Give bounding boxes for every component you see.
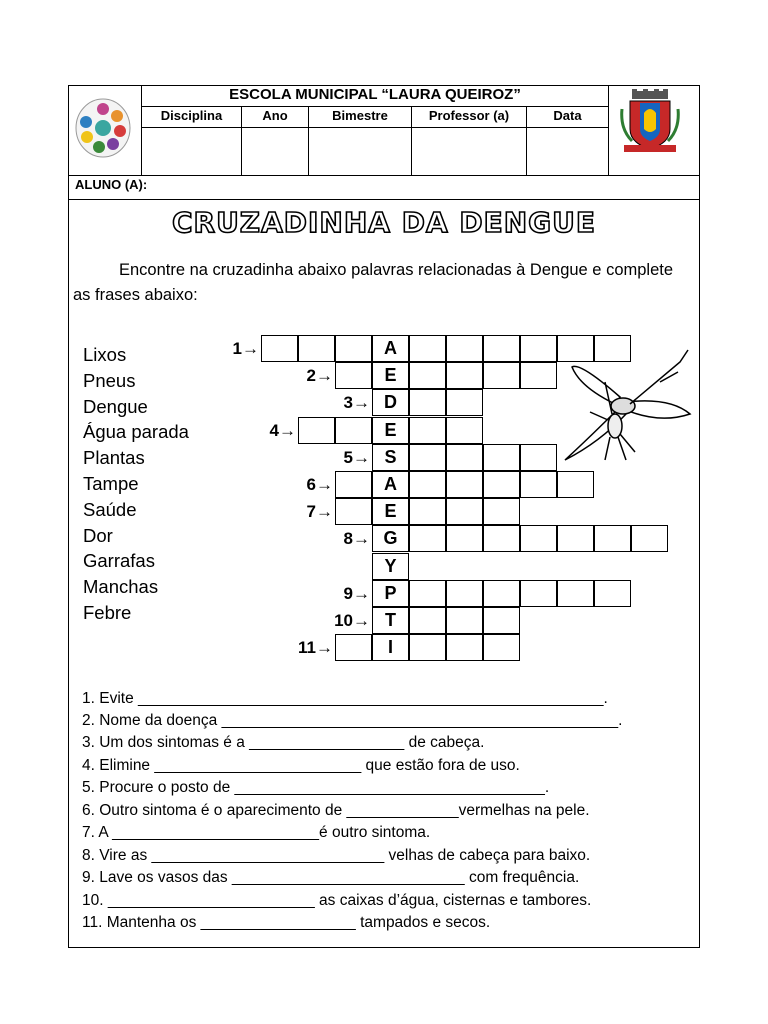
word-bank-item: Pneus [83, 369, 136, 391]
question-item: 3. Um dos sintomas é a __________________ de cabeça. [82, 734, 485, 751]
crossword-cell[interactable] [483, 471, 520, 498]
crossword-cell[interactable] [409, 471, 446, 498]
question-item: 11. Mantenha os __________________ tampados e secos. [82, 914, 491, 931]
crossword-clue-number: 7→ [306, 502, 333, 522]
crossword-cell[interactable] [557, 525, 594, 552]
question-item: 7. A ________________________é outro sintoma. [82, 824, 431, 841]
question-item: 6. Outro sintoma é o aparecimento de _____________vermelhas na pele. [82, 802, 590, 819]
crossword-clue-number: 10→ [334, 611, 370, 630]
crossword-cell[interactable] [520, 525, 557, 552]
crossword-cell[interactable] [446, 444, 483, 471]
crossword-cell[interactable] [409, 444, 446, 471]
crossword-cell[interactable] [446, 389, 483, 416]
question-item: 10. ________________________ as caixas d’água, cisternas e tambores. [82, 892, 592, 909]
word-bank-item: Dor [83, 524, 113, 546]
crossword-cell[interactable] [483, 498, 520, 525]
crossword-key-letter: E [384, 501, 397, 522]
crossword-clue-number: 8→ [343, 529, 370, 549]
crossword-cell[interactable] [409, 525, 446, 552]
crossword-cell[interactable] [483, 580, 520, 607]
word-bank-item: Saúde [83, 498, 137, 520]
column-data: Data [553, 108, 582, 123]
crossword-cell[interactable] [483, 525, 520, 552]
word-bank-item: Plantas [83, 447, 145, 469]
word-bank-item: Dengue [83, 395, 148, 417]
crossword-cell[interactable] [483, 335, 520, 362]
mosquito-illustration-icon [560, 342, 695, 467]
crossword-cell[interactable] [409, 607, 446, 634]
crossword-key-letter: G [383, 528, 398, 549]
crossword-clue-number: 2→ [306, 366, 333, 386]
school-name: ESCOLA MUNICIPAL “LAURA QUEIROZ” [229, 86, 521, 103]
crossword-cell[interactable] [446, 607, 483, 634]
question-item: 1. Evite ______________________________________________________. [82, 690, 608, 707]
crossword-key-letter: A [384, 338, 397, 358]
crossword-cell[interactable] [594, 525, 631, 552]
crossword-clue-number: 11→ [298, 638, 333, 658]
crossword-key-letter: E [384, 365, 397, 386]
crossword-clue-number: 1→ [232, 339, 259, 358]
word-bank-item: Água parada [83, 421, 189, 443]
crossword-cell[interactable] [335, 471, 372, 498]
question-item: 9. Lave os vasos das ___________________________ com frequência. [82, 869, 580, 886]
crossword-cell[interactable] [520, 362, 557, 389]
crossword-cell[interactable] [557, 580, 594, 607]
crossword-cell[interactable] [446, 498, 483, 525]
crossword-cell[interactable] [594, 580, 631, 607]
crossword-key-letter: S [384, 446, 397, 467]
crossword-cell[interactable] [520, 580, 557, 607]
crossword-cell[interactable] [409, 580, 446, 607]
crossword-key-letter: D [384, 392, 397, 413]
crossword-cell[interactable] [409, 335, 446, 362]
word-bank-item: Febre [83, 601, 132, 623]
word-bank-item: Lixos [83, 344, 127, 365]
column-disciplina: Disciplina [160, 108, 223, 123]
crossword-cell[interactable] [483, 362, 520, 389]
crossword-cell[interactable] [483, 444, 520, 471]
word-bank-item: Tampe [83, 472, 139, 494]
crossword-cell[interactable] [483, 634, 520, 661]
crossword-clue-number: 4→ [269, 420, 296, 440]
crossword-cell[interactable] [520, 335, 557, 362]
crossword-cell[interactable] [446, 471, 483, 498]
instructions-text: Encontre na cruzadinha abaixo palavras relacionadas à Dengue e complete as frases abaixo: [73, 261, 674, 304]
crossword-key-letter: A [384, 474, 397, 494]
crossword-cell[interactable] [631, 525, 668, 552]
crossword-key-letter: T [385, 610, 396, 630]
page-title: CRUZADINHA DA DENGUE [171, 206, 597, 239]
crossword-key-letter: I [387, 637, 393, 658]
crossword-cell[interactable] [335, 634, 372, 661]
column-bimestre: Bimestre [332, 108, 388, 123]
crossword-clue-number: 5→ [343, 447, 370, 467]
instructions [73, 258, 693, 308]
crossword-cell[interactable] [520, 471, 557, 498]
crossword-cell[interactable] [446, 525, 483, 552]
question-item: 4. Elimine ________________________ que estão fora de uso. [82, 757, 520, 774]
crossword-cell[interactable] [335, 498, 372, 525]
school-logo-icon [74, 97, 132, 159]
question-item: 5. Procure o posto de ____________________________________. [82, 779, 550, 796]
word-bank-item: Garrafas [83, 550, 155, 572]
crossword-cell[interactable] [557, 471, 594, 498]
city-coat-of-arms-icon [618, 89, 682, 155]
crossword-cell[interactable] [483, 607, 520, 634]
column-professor: Professor (a) [428, 108, 510, 123]
crossword-clue-number: 3→ [343, 393, 370, 413]
crossword-cell[interactable] [409, 417, 446, 444]
column-ano: Ano [262, 108, 288, 123]
word-bank-item: Manchas [83, 576, 159, 598]
crossword-cell[interactable] [446, 417, 483, 444]
crossword-cell[interactable] [446, 362, 483, 389]
crossword-cell[interactable] [298, 335, 335, 362]
crossword-cell[interactable] [409, 362, 446, 389]
crossword-cell[interactable] [298, 417, 335, 444]
crossword-cell[interactable] [335, 417, 372, 444]
crossword-cell[interactable] [520, 444, 557, 471]
crossword-cell[interactable] [446, 580, 483, 607]
crossword-cell[interactable] [409, 634, 446, 661]
crossword-cell[interactable] [261, 335, 298, 362]
crossword-key-letter: E [384, 419, 397, 440]
crossword-cell[interactable] [335, 362, 372, 389]
crossword-cell[interactable] [409, 389, 446, 416]
question-item: 2. Nome da doença ______________________________________________. [82, 712, 623, 729]
word-bank [83, 342, 189, 626]
crossword-key-letter: P [384, 582, 397, 603]
crossword-clue-number: 9→ [343, 583, 370, 603]
crossword-key-letter: Y [384, 555, 397, 576]
crossword-cell[interactable] [446, 634, 483, 661]
question-item: 8. Vire as ___________________________ velhas de cabeça para baixo. [82, 847, 591, 864]
crossword-cell[interactable] [335, 335, 372, 362]
crossword-clue-number: 6→ [306, 475, 333, 494]
student-name-label: ALUNO (A): [75, 177, 148, 192]
crossword-cell[interactable] [409, 498, 446, 525]
crossword-cell[interactable] [446, 335, 483, 362]
